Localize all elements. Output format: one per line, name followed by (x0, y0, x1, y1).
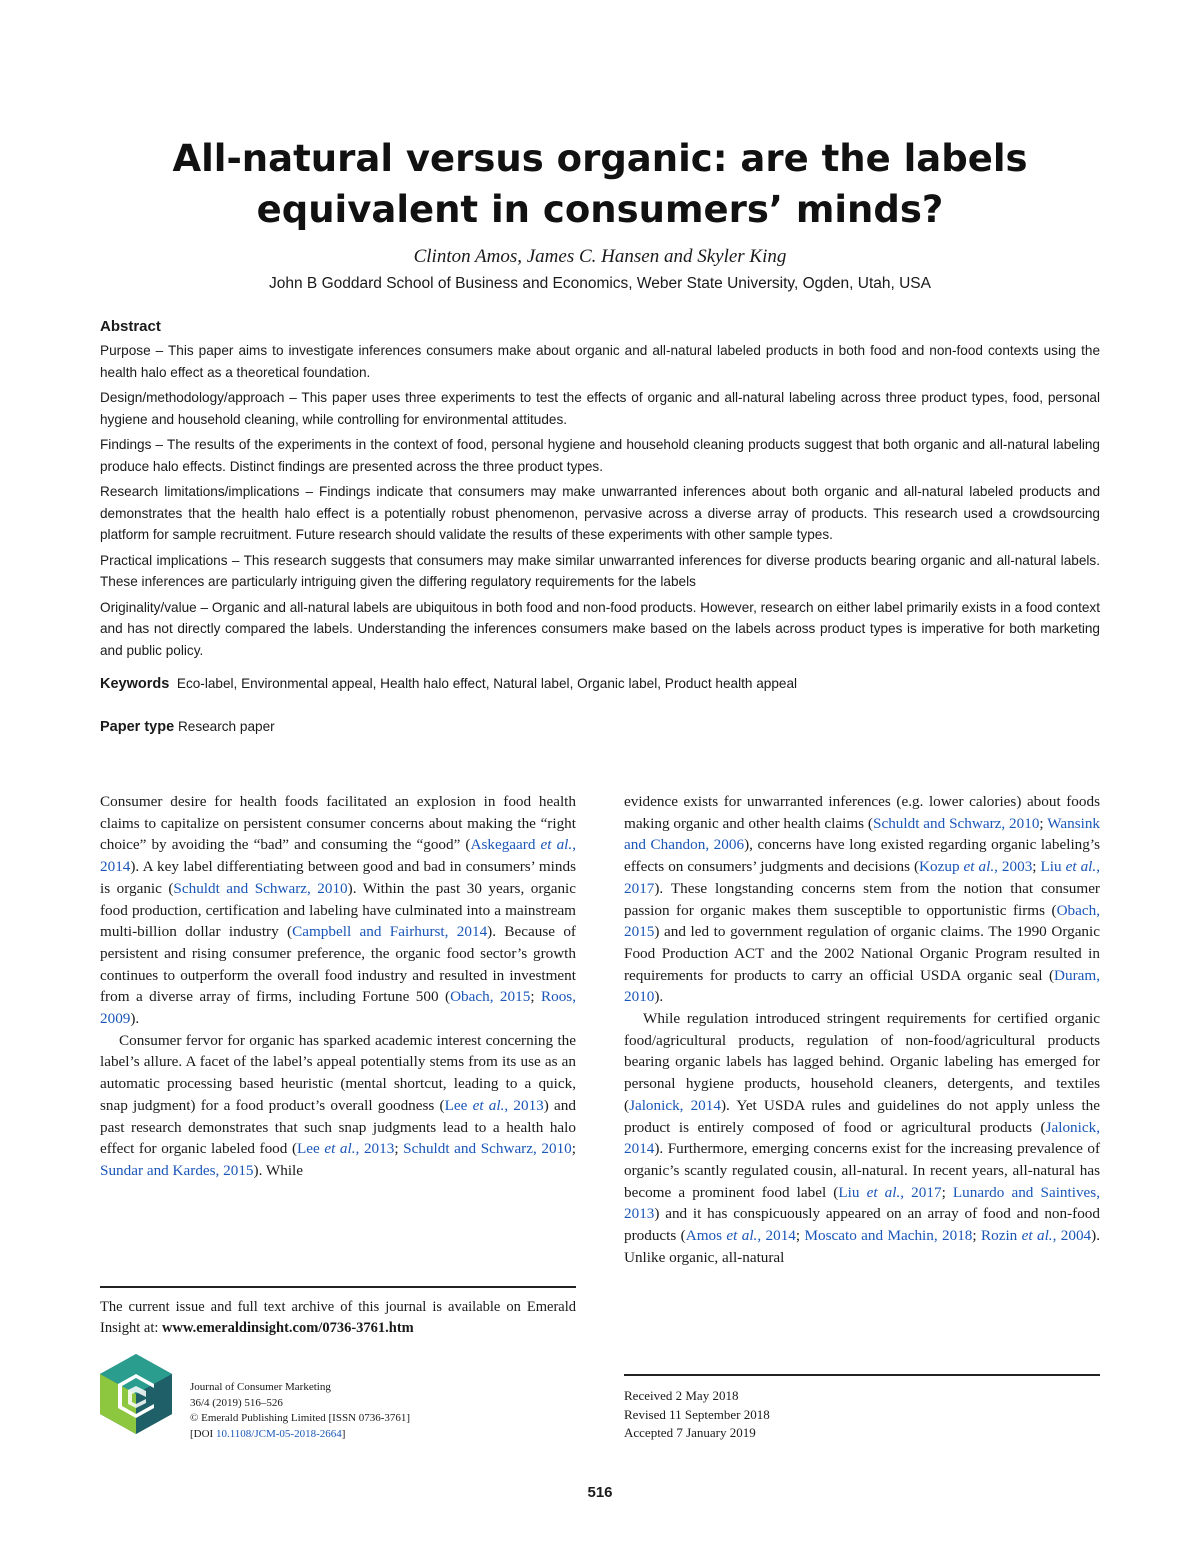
affiliation: John B Goddard School of Business and Economics, Weber State University, Ogden, Utah, USA (269, 275, 931, 292)
body-text: ; (394, 1140, 404, 1158)
authors: Clinton Amos, James C. Hansen and Skyler King (413, 246, 787, 267)
citation-link[interactable]: Askegaard (470, 836, 541, 854)
citation-link[interactable]: Campbell and Fairhurst, 2014 (292, 923, 488, 941)
abstract-section-label: Practical implications – (100, 552, 240, 568)
journal-publisher: © Emerald Publishing Limited [ISSN 0736-3761] (190, 1412, 411, 1424)
abstract-section (100, 481, 1100, 546)
body-text: evidence exists for unwarranted inferences (e.g. lower calories) about foods making organic and other health claims ( (624, 793, 1100, 832)
abstract-sections (100, 340, 1100, 661)
doi-link[interactable]: 10.1108/JCM-05-2018-2664 (215, 1427, 342, 1440)
citation-link[interactable]: , 2004 (1052, 1227, 1092, 1245)
title-line-1: All-natural versus organic: are the labels (172, 137, 1028, 180)
body-text: ). Because of persistent and rising consumer preference, the organic food sector’s growth continues to outperform the overall food industry and resulted in investment from a diverse array of firms, including Fortune 500 ( (100, 923, 576, 1006)
citation-link[interactable]: Obach, 2015 (450, 988, 531, 1006)
citation-link[interactable]: Liu (1040, 858, 1066, 876)
body-text: While regulation introduced stringent requirements for certified organic food/agricultural products, regulation of non-food/agricultural products bearing organic labels has lagged behind. Organic labeling has emerged for personal hygiene products, household cleaners, detergents, and textiles ( (624, 1010, 1100, 1114)
citation-link[interactable]: Kozup (919, 858, 964, 876)
abstract-section-label: Findings – (100, 437, 164, 452)
journal-name: Journal of Consumer Marketing (190, 1381, 331, 1393)
abstract-section-text: Organic and all-natural labels are ubiquitous in both food and non-food products. However, research on either label primarily exists in a food context and has not directly compared the labels. Understanding the inferences consumers make based on the labels across product types is imperative for both marketing and public policy. (100, 599, 1100, 658)
footnote-rule (100, 1286, 576, 1288)
doi-suffix: ] (341, 1427, 346, 1440)
journal-info (190, 1380, 570, 1442)
abstract-section-label: Originality/value – (100, 599, 209, 615)
paper-type (100, 716, 1100, 739)
citation-link[interactable]: Moscato and Machin, 2018 (804, 1227, 973, 1245)
body-text: ). While (253, 1161, 304, 1179)
citation-link[interactable]: Schuldt and Schwarz, 2010 (173, 879, 348, 897)
citation-link[interactable]: et al. (540, 836, 573, 854)
citation-link[interactable]: et al. (472, 1096, 505, 1114)
body-text: ). (130, 1010, 140, 1028)
body-column-left (100, 791, 576, 1182)
citation-link[interactable]: Obach, 2015 (624, 901, 1100, 941)
dates-rule (624, 1374, 1100, 1376)
abstract-section-label: Design/methodology/approach – (100, 390, 297, 405)
emerald-logo-icon (100, 1354, 172, 1434)
abstract-heading: Abstract (100, 318, 161, 335)
body-text: ) and it has conspicuously appeared on an array of food and non-food products ( (624, 1205, 1100, 1245)
abstract-section (100, 340, 1100, 383)
citation-link[interactable]: et al. (324, 1140, 356, 1158)
body-paragraph (624, 791, 1100, 1008)
abstract-section-text: This research suggests that consumers may make similar unwarranted inferences for diverse products bearing organic and all-natural labels. These inferences are particularly intriguing given the differing regulatory requirements for the labels (100, 552, 1100, 589)
citation-link[interactable]: et al. (866, 1183, 901, 1201)
body-text: ) and past research demonstrates that such snap judgments lead to a health halo effect for organic labeled food ( (100, 1096, 576, 1158)
keywords (100, 673, 1100, 696)
journal-issue: 36/4 (2019) 516–526 (190, 1396, 283, 1409)
abstract-section-text: This paper uses three experiments to test the effects of organic and all-natural labeling across three product types, food, personal hygiene and household cleaning, while controlling for environmental attitudes. (100, 390, 1100, 427)
page-number: 516 (587, 1484, 613, 1501)
abstract-section (100, 597, 1100, 662)
body-text: ). Unlike organic, all-natural (624, 1227, 1100, 1266)
citation-link[interactable]: Jalonick, 2014 (624, 1118, 1100, 1158)
citation-link[interactable]: Rozin (980, 1227, 1022, 1245)
citation-link[interactable]: , 2013 (504, 1096, 544, 1114)
paper-type-text: Research paper (177, 718, 275, 734)
body-text: Consumer desire for health foods facilitated an explosion in food health claims to capitalize on persistent consumer concerns about making the “right choice” by avoiding the “bad” and consuming the “good” ( (100, 793, 576, 854)
body-paragraph (624, 1008, 1100, 1268)
citation-link[interactable]: et al. (1021, 1227, 1053, 1245)
body-column-right (624, 791, 1100, 1268)
citation-link[interactable]: , 2013 (355, 1140, 395, 1158)
body-text: ; (972, 1227, 981, 1245)
abstract (100, 316, 1100, 738)
body-text: ; (941, 1183, 953, 1201)
body-text: ; (795, 1227, 805, 1245)
citation-link[interactable]: Sundar and Kardes, 2015 (100, 1161, 254, 1179)
body-text: ; (1032, 858, 1041, 876)
body-paragraph (100, 1030, 576, 1182)
body-text: ; (571, 1140, 576, 1158)
body-text: ). Within the past 30 years, organic food production, certification and labeling have culminated into a mainstream multi-billion dollar industry ( (100, 879, 576, 941)
abstract-section (100, 550, 1100, 593)
citation-link[interactable]: Wansink and Chandon, 2006 (624, 814, 1101, 854)
citation-link[interactable]: et al. (726, 1227, 758, 1245)
citation-link[interactable]: Lee (444, 1096, 473, 1114)
keywords-text: Eco-label, Environmental appeal, Health halo effect, Natural label, Organic label, Product health appeal (176, 676, 798, 691)
body-text: Consumer fervor for organic has sparked academic interest concerning the label’s allure. A facet of the label’s appeal potentially stems from its use as an automatic processing based heuristic (mental shortcut, leading to a quick, snap judgment) for a food product’s overall goodness ( (100, 1031, 576, 1114)
citation-link[interactable]: Duram, 2010 (624, 966, 1100, 1006)
abstract-section-text: Findings indicate that consumers may make unwarranted inferences about both organic and all-natural labeled products and demonstrates that the health halo effect is a potentially robust phenomenon, pervasive across a diverse array of products. This research used a crowdsourcing platform for sample recruitment. Future research should validate the results of these experiments with other sample types. (100, 484, 1100, 542)
body-text: ; (1039, 814, 1048, 832)
abstract-section-label: Purpose – (100, 343, 164, 358)
citation-link[interactable]: Amos (685, 1227, 727, 1245)
citation-link[interactable]: Schuldt and Schwarz, 2010 (403, 1140, 572, 1158)
paper-type-label: Paper type (100, 718, 175, 735)
citation-link[interactable]: Lee (297, 1140, 325, 1158)
date-accepted: Accepted 7 January 2019 (624, 1425, 756, 1440)
abstract-section (100, 387, 1100, 430)
title-line-2: equivalent in consumers’ minds? (256, 188, 944, 231)
citation-link[interactable]: Roos, 2009 (100, 988, 576, 1028)
citation-link[interactable]: Jalonick, 2014 (629, 1096, 721, 1114)
doi-prefix: [DOI (190, 1427, 216, 1440)
citation-link[interactable]: Schuldt and Schwarz, 2010 (873, 814, 1040, 832)
footnote-text: The current issue and full text archive of this journal is available on Emerald Insight at: (100, 1299, 576, 1336)
footnote (100, 1297, 576, 1339)
citation-link[interactable]: , 2017 (624, 858, 1100, 897)
citation-link[interactable]: , 2017 (900, 1183, 942, 1201)
abstract-section-label: Research limitations/implications – (100, 484, 314, 499)
abstract-section (100, 434, 1100, 477)
date-received: Received 2 May 2018 (624, 1388, 739, 1403)
body-text: ). Furthermore, emerging concerns exist for the increasing prevalence of organic’s scantly regulated cousin, all-natural. In recent years, all-natural has become a prominent food label ( (624, 1140, 1100, 1201)
citation-link[interactable]: , 2014 (100, 836, 576, 876)
body-text: ), concerns have long existed regarding organic labeling’s effects on consumers’ judgments and decisions ( (624, 836, 1100, 876)
body-text: ) and led to government regulation of organic claims. The 1990 Organic Food Production ACT and the 2002 National Organic Program resulted in requirements for products to carry an official USDA organic seal ( (624, 923, 1100, 984)
citation-link[interactable]: et al. (1065, 858, 1097, 876)
body-text: ). A key label differentiating between good and bad in consumers’ minds is organic ( (100, 858, 576, 897)
article-dates (624, 1387, 924, 1443)
body-text: ; (530, 988, 541, 1006)
keywords-label: Keywords (100, 676, 170, 692)
citation-link[interactable]: Lunardo and Saintives, 2013 (624, 1183, 1100, 1223)
body-text: ). Yet USDA rules and guidelines do not apply unless the product is entirely composed of food or agricultural products ( (624, 1096, 1100, 1136)
journal-doi (190, 1427, 570, 1443)
body-text: ). (654, 988, 664, 1006)
journal-url[interactable]: www.emeraldinsight.com/0736-3761.htm (162, 1320, 414, 1336)
abstract-section-text: This paper aims to investigate inferences consumers make about organic and all-natural labeled products in both food and non-food contexts using the health halo effect as a theoretical foundation. (100, 343, 1101, 380)
abstract-section-text: The results of the experiments in the context of food, personal hygiene and household cleaning products suggest that both organic and all-natural labeling produce halo effects. Distinct findings are presented across the three product types. (100, 437, 1100, 474)
citation-link[interactable]: et al. (963, 858, 995, 876)
citation-link[interactable]: Liu (838, 1183, 867, 1201)
date-revised: Revised 11 September 2018 (624, 1406, 770, 1422)
body-text: ). These longstanding concerns stem from the notion that consumer passion for organic makes them susceptible to opportunistic firms ( (624, 879, 1100, 919)
citation-link[interactable]: , 2003 (994, 858, 1033, 876)
citation-link[interactable]: , 2014 (757, 1227, 796, 1245)
paper-title (100, 133, 1100, 235)
body-paragraph (100, 791, 576, 1030)
